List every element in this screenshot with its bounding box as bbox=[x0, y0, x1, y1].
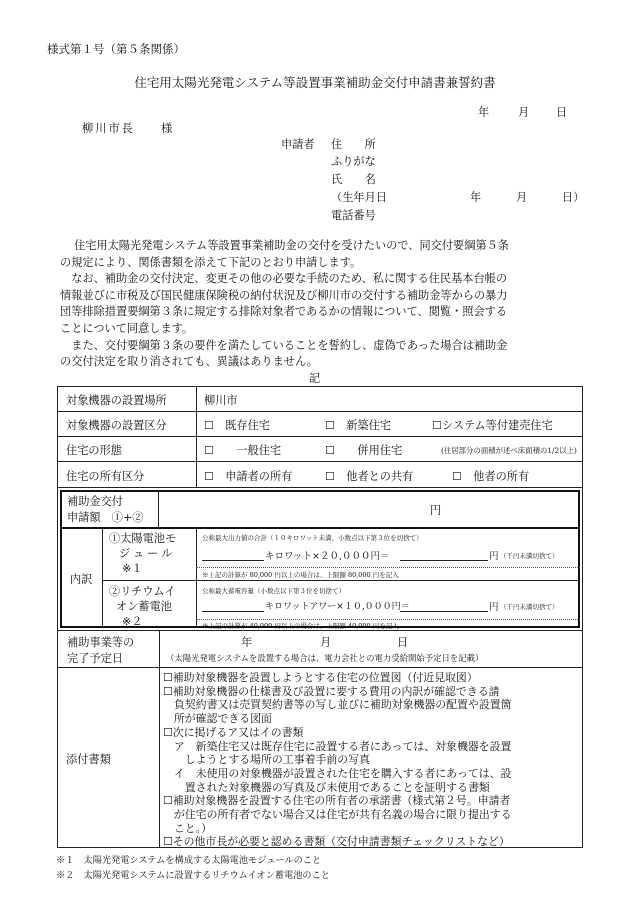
table-rule bbox=[196, 527, 197, 628]
breakdown-label: 内訳 bbox=[70, 573, 93, 586]
attach-item: ☐次に掲げるア又はイの書類 bbox=[163, 725, 304, 739]
attach-list bbox=[163, 671, 512, 849]
ownership-other-checkbox[interactable]: ☐ 他者の所有 bbox=[452, 470, 530, 483]
category-label: 対象機器の設置区分 bbox=[66, 419, 167, 432]
ownership-label: 住宅の所有区分 bbox=[66, 470, 145, 483]
solar-yen-field[interactable] bbox=[400, 560, 488, 561]
attach-item: が住宅の所有者でない場合又は住宅が共有名義の場合に限り提出する bbox=[163, 808, 512, 822]
solar-round: （千円未満切捨て） bbox=[500, 552, 559, 560]
table-rule bbox=[196, 619, 580, 620]
table-rule bbox=[102, 580, 580, 581]
completion-note: （太陽光発電システムを設置する場合は、電力会社との電力受給開始予定日を記載） bbox=[166, 653, 484, 663]
body-line: また、交付要綱第３条の要件を満たしていることを誓約し、虚偽であった場合は補助金 bbox=[60, 338, 508, 352]
address-label: 住 所 bbox=[331, 138, 376, 151]
date-year: 年 bbox=[478, 106, 490, 119]
table-rule bbox=[60, 527, 580, 529]
footnote-1: ※１ 太陽光発電システムを構成する太陽電池モジュールのこと bbox=[56, 855, 322, 866]
battery-yen: 円 bbox=[489, 602, 499, 613]
addressee: 柳川市長 様 bbox=[82, 122, 175, 135]
page-title: 住宅用太陽光発電システム等設置事業補助金交付申請書兼誓約書 bbox=[134, 75, 496, 90]
date-day: 日 bbox=[556, 106, 568, 119]
form-general-checkbox[interactable]: ☐ 一般住宅 bbox=[204, 444, 282, 457]
birth-label: （生年月日 bbox=[331, 191, 387, 204]
completion-month: 月 bbox=[320, 636, 332, 649]
table-rule bbox=[57, 667, 583, 668]
battery-round: （千円未満切捨て） bbox=[500, 603, 559, 611]
table-rule bbox=[57, 436, 583, 437]
attach-item: 置された対象機器の写真及び未使用であることを証明する書類 bbox=[163, 780, 490, 794]
table-rule bbox=[102, 527, 103, 628]
attach-item: 所が確認できる図面 bbox=[163, 712, 272, 726]
solar-label: ※１ bbox=[122, 562, 143, 575]
form-label: 住宅の形態 bbox=[66, 444, 122, 457]
completion-year: 年 bbox=[241, 636, 253, 649]
attach-item: 負契約書又は売買契約書等の写し並びに補助対象機器の配置や設置箇 bbox=[163, 698, 512, 712]
solar-yen: 円 bbox=[489, 551, 499, 562]
table-rule bbox=[57, 461, 583, 462]
solar-calc: キロワット×２０,０００円＝ bbox=[265, 551, 390, 562]
body-text bbox=[60, 238, 580, 371]
table-rule bbox=[196, 567, 580, 568]
battery-yen-field[interactable] bbox=[400, 611, 488, 612]
attach-item: イ 未使用の対象機器が設置された住宅を購入する者にあっては、設 bbox=[163, 766, 512, 780]
battery-label: ※２ bbox=[122, 615, 143, 628]
name-label: 氏 名 bbox=[331, 173, 376, 186]
attach-item: こと。） bbox=[163, 821, 213, 835]
phone-label: 電話番号 bbox=[331, 209, 376, 222]
battery-kwh-field[interactable] bbox=[202, 611, 264, 612]
table-rule bbox=[158, 490, 159, 527]
body-line: なお、補助金の交付決定、変更その他の必要な手続のため、私に関する住民基本台帳の bbox=[60, 272, 508, 286]
solar-note: 公称最大出力値の合計（１０キロワット未満、小数点以下第３位を切捨て） bbox=[202, 534, 423, 542]
completion-label-1: 補助事業等の bbox=[67, 636, 135, 649]
date-month: 月 bbox=[518, 106, 530, 119]
battery-note: 公称最大蓄電容量（小数点以下第３位を切捨て） bbox=[202, 587, 345, 595]
footnote-2: ※２ 太陽光発電システムに設置するリチウムイオン蓄電池のこと bbox=[56, 870, 330, 881]
subsidy-yen: 円 bbox=[430, 504, 442, 517]
solar-kw-field[interactable] bbox=[202, 560, 264, 561]
attach-item: ア 新築住宅又は既存住宅に設置する者にあっては、対象機器を設置 bbox=[163, 739, 512, 753]
form-mixed-checkbox[interactable]: ☐ 併用住宅 bbox=[325, 444, 403, 457]
applicant-label: 申請者 bbox=[281, 138, 315, 151]
location-value: 柳川市 bbox=[204, 394, 238, 407]
battery-calc: キロワットアワー×１０,０００円＝ bbox=[265, 602, 410, 612]
category-new-checkbox[interactable]: ☐ 新築住宅 bbox=[325, 419, 391, 432]
furigana-label: ふりがな bbox=[331, 155, 376, 168]
subsidy-label-2: 申請額 ①+② bbox=[67, 511, 144, 524]
location-label: 対象機器の設置場所 bbox=[66, 394, 167, 407]
ownership-self-checkbox[interactable]: ☐ 申請者の所有 bbox=[204, 470, 293, 483]
table-rule bbox=[196, 386, 197, 487]
solar-label: ジュール bbox=[119, 547, 176, 560]
attach-item: ☐補助対象機器を設置しようとする住宅の位置図（付近見取図） bbox=[163, 671, 478, 684]
attach-item: ☐その他市長が必要と認める書類（交付申請書類チェックリストなど） bbox=[163, 835, 510, 849]
body-line: の交付決定を取り消されても、異議はありません。 bbox=[60, 355, 318, 369]
table-rule bbox=[57, 411, 583, 412]
body-line: ことについて同意します。 bbox=[60, 321, 194, 335]
form-note: (住居部分の面積が述べ床面積の1/2以上) bbox=[441, 446, 577, 455]
table-rule bbox=[159, 630, 160, 848]
body-line: の規定により、関係書類を添えて下記のとおり申請します。 bbox=[60, 255, 362, 269]
attach-item: ☐補助対象機器を設置する住宅の所有者の承諾書（様式第２号。申請者 bbox=[163, 794, 511, 808]
birth-month: 月 bbox=[516, 191, 528, 204]
completion-day: 日 bbox=[397, 636, 409, 649]
table-rule bbox=[57, 487, 583, 488]
attach-item: ☐補助対象機器の仕様書及び設置に要する費用の内訳が確認できる請 bbox=[163, 684, 500, 698]
attach-label: 添付書類 bbox=[66, 753, 111, 766]
body-line: 住宅用太陽光発電システム等設置事業補助金の交付を受けたいので、同交付要綱第５条 bbox=[74, 239, 509, 252]
completion-label-2: 完了予定日 bbox=[67, 652, 123, 665]
form-number: 様式第１号（第５条関係） bbox=[47, 42, 185, 56]
battery-cap: ※上記の計算が 40,000 円以上の場合は、上限額 40,000 円を記入 bbox=[202, 622, 399, 630]
table-rule bbox=[57, 630, 583, 631]
category-prebuilt-checkbox[interactable]: ☐システム等付建売住宅 bbox=[432, 419, 553, 432]
ownership-shared-checkbox[interactable]: ☐ 他者との共有 bbox=[325, 470, 414, 483]
subsidy-label-1: 補助金交付 bbox=[67, 495, 123, 508]
solar-label: ①太陽電池モ bbox=[109, 532, 177, 545]
attach-item: しようとする場所の工事着手前の写真 bbox=[163, 753, 370, 767]
solar-cap: ※上記の計算が 80,000 円以上の場合は、上限額 80,000 円を記入 bbox=[202, 571, 399, 579]
birth-year: 年 bbox=[470, 191, 482, 204]
battery-label: ②リチウムイ bbox=[109, 585, 176, 598]
ki-label: 記 bbox=[309, 372, 321, 385]
body-line: 団等排除措置要綱第３条に規定する排除対象者であるかの情報について、閲覧・照会する bbox=[60, 305, 508, 319]
birth-day: 日） bbox=[562, 191, 585, 204]
battery-label: オン蓄電池 bbox=[116, 600, 172, 613]
body-line: 情報並びに市税及び国民健康保険税の納付状況及び柳川市の交付する補助金等からの暴力 bbox=[60, 288, 508, 302]
category-existing-checkbox[interactable]: ☐ 既存住宅 bbox=[204, 419, 270, 432]
